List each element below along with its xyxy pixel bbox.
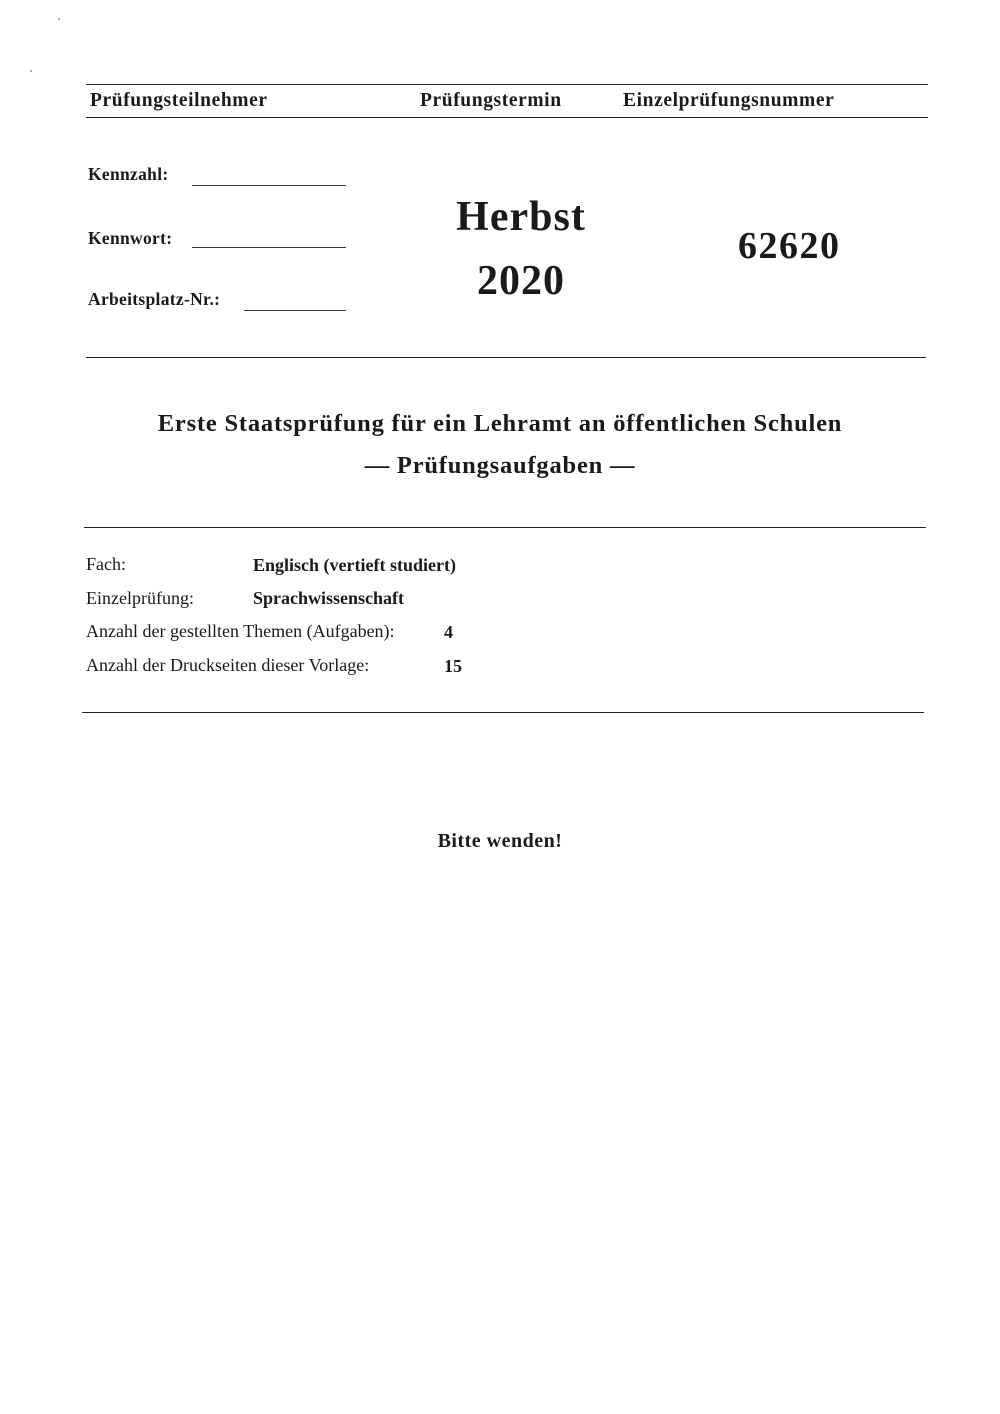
topics-count-value: 4 (444, 622, 453, 642)
single-exam-label: Einzelprüfung: (86, 588, 194, 608)
exam-title: Erste Staatsprüfung für ein Lehramt an öffentlichen Schulen (157, 410, 843, 437)
code-label: Kennzahl: (88, 164, 169, 184)
section-rule-2 (84, 527, 926, 528)
workplace-label: Arbeitsplatz-Nr.: (88, 289, 221, 309)
exam-number-value: 62620 (738, 225, 841, 267)
exam-subtitle: — Prüfungsaufgaben — (364, 452, 636, 479)
subject-value: Englisch (vertieft studiert) (253, 555, 456, 575)
header-exam-number: Einzelprüfungsnummer (623, 90, 835, 111)
header-bottom-rule (86, 117, 928, 118)
code-field[interactable] (192, 185, 346, 186)
keyword-label: Kennwort: (88, 228, 173, 248)
turn-page-note: Bitte wenden! (437, 830, 563, 852)
scan-speck (58, 18, 60, 20)
workplace-field[interactable] (244, 310, 346, 311)
term-year: 2020 (477, 258, 565, 304)
section-rule-1 (86, 357, 926, 358)
term-season: Herbst (456, 194, 586, 240)
pages-count-label: Anzahl der Druckseiten dieser Vorlage: (86, 655, 370, 675)
scan-speck (30, 70, 32, 72)
pages-count-value: 15 (444, 656, 462, 676)
keyword-field[interactable] (192, 247, 346, 248)
topics-count-label: Anzahl der gestellten Themen (Aufgaben): (86, 621, 395, 641)
subject-label: Fach: (86, 554, 126, 574)
header-exam-date: Prüfungstermin (420, 90, 562, 111)
single-exam-value: Sprachwissenschaft (253, 588, 405, 608)
header-participant: Prüfungsteilnehmer (90, 90, 268, 111)
section-rule-3 (82, 712, 924, 713)
header-top-rule (86, 84, 928, 85)
